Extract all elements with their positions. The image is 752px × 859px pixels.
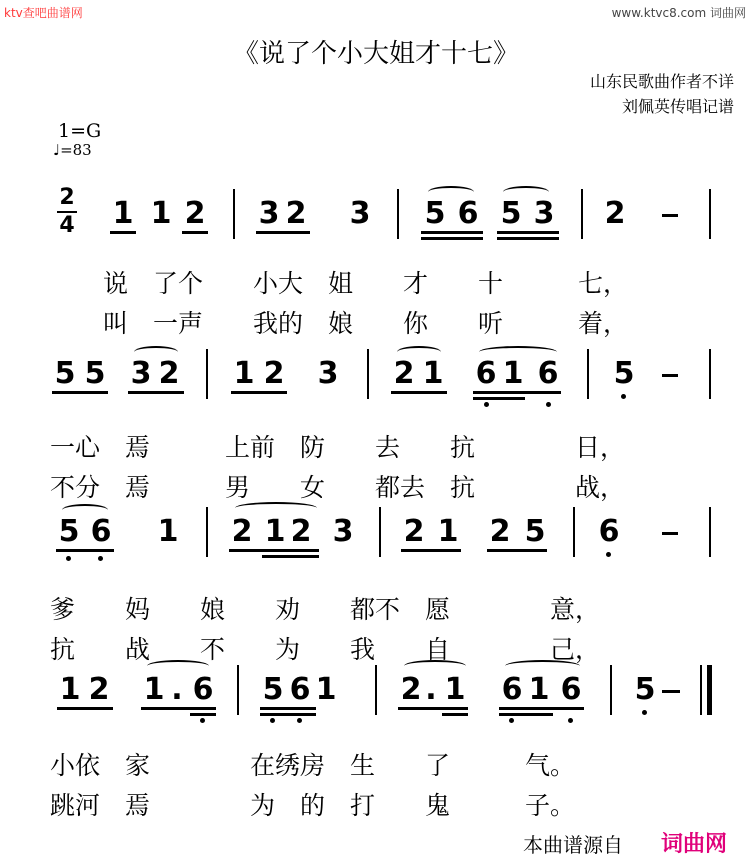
barline [367, 349, 369, 399]
note: 5 [424, 196, 446, 231]
note: 6 [537, 356, 559, 391]
lyric-verse-1: 爹 妈 娘 劝 都不 愿 意， [50, 595, 601, 624]
low-octave-dot [606, 552, 611, 557]
time-signature [57, 186, 77, 238]
note: . [425, 672, 437, 707]
barline [587, 349, 589, 399]
slur [235, 502, 317, 514]
note: 1 [59, 672, 81, 707]
sixteenth-beam [260, 713, 316, 716]
low-octave-dot [484, 402, 489, 407]
low-octave-dot [568, 718, 573, 723]
low-octave-dot [642, 710, 647, 715]
eighth-beam [128, 391, 184, 394]
slur [479, 346, 557, 358]
eighth-beam [473, 391, 561, 394]
eighth-beam [391, 391, 447, 394]
note: 6 [90, 514, 112, 549]
time-signature-top: 2 [59, 185, 75, 210]
barline [581, 189, 583, 239]
low-octave-dot [270, 718, 275, 723]
sixteenth-beam [421, 231, 483, 234]
sixteenth-beam [497, 231, 559, 234]
note: 6 [289, 672, 311, 707]
note: 1 [143, 672, 165, 707]
key-signature: 1=G [58, 120, 102, 142]
low-octave-dot [297, 718, 302, 723]
note: 1 [315, 672, 337, 707]
slur [397, 346, 441, 358]
note: 6 [598, 514, 620, 549]
hold-dash [662, 214, 678, 217]
song-title: 《说了个小大姐才十七》 [232, 39, 519, 69]
note: 6 [475, 356, 497, 391]
eighth-beam [182, 231, 208, 234]
eighth-beam [52, 391, 108, 394]
note: 2 [489, 514, 511, 549]
note: 2 [290, 514, 312, 549]
lyric-verse-2: 跳河 焉 为 的 打 鬼 子。 [50, 791, 576, 820]
lyric-verse-2: 不分 焉 男 女 都去 抗 战， [50, 473, 626, 502]
watermark-left: ktv查吧曲谱网 [4, 6, 83, 20]
slur [503, 186, 549, 198]
eighth-beam [487, 549, 547, 552]
note: 2 [263, 356, 285, 391]
lyric-verse-2: 抗 战 不 为 我 自 己， [50, 635, 601, 664]
eighth-beam [57, 707, 113, 710]
note: 3 [317, 356, 339, 391]
barline [237, 665, 239, 715]
eighth-beam [231, 391, 287, 394]
note: 2 [403, 514, 425, 549]
note: 2 [393, 356, 415, 391]
note: 2 [88, 672, 110, 707]
eighth-beam [499, 707, 584, 710]
sixteenth-beam [497, 237, 559, 240]
sixteenth-beam [190, 713, 216, 716]
barline [206, 349, 208, 399]
note: 2 [231, 514, 253, 549]
barline [709, 507, 711, 557]
sixteenth-beam [473, 397, 525, 400]
eighth-beam [401, 549, 461, 552]
barline [709, 349, 711, 399]
note: 5 [54, 356, 76, 391]
note: 1 [437, 514, 459, 549]
barline [206, 507, 208, 557]
final-barline-thick [707, 665, 712, 715]
low-octave-dot [546, 402, 551, 407]
note: 6 [192, 672, 214, 707]
note: 5 [634, 672, 656, 707]
note: 5 [500, 196, 522, 231]
note: 1 [233, 356, 255, 391]
watermark-right: www.ktvc8.com 词曲网 [611, 6, 746, 20]
eighth-beam [260, 707, 316, 710]
note: 6 [501, 672, 523, 707]
eighth-beam [398, 707, 468, 710]
note: 5 [613, 356, 635, 391]
composer-credit: 山东民歌曲作者不详 [589, 72, 734, 91]
transcriber-credit: 刘佩英传唱记谱 [621, 97, 734, 116]
note: 1 [157, 514, 179, 549]
time-signature-bottom: 4 [59, 213, 75, 238]
note: 1 [150, 196, 172, 231]
note: 6 [457, 196, 479, 231]
note: 2 [184, 196, 206, 231]
note: 2 [400, 672, 422, 707]
barline [233, 189, 235, 239]
source-label: 本曲谱源自 [523, 833, 623, 857]
slur [428, 186, 474, 198]
sixteenth-beam [262, 555, 319, 558]
eighth-beam [110, 231, 136, 234]
note: 3 [130, 356, 152, 391]
note: 3 [258, 196, 280, 231]
slur [134, 346, 178, 358]
note: 1 [444, 672, 466, 707]
barline [573, 507, 575, 557]
low-octave-dot [66, 556, 71, 561]
hold-dash [662, 690, 680, 693]
low-octave-dot [98, 556, 103, 561]
note: 5 [84, 356, 106, 391]
barline [709, 189, 711, 239]
note: 1 [422, 356, 444, 391]
note: 2 [158, 356, 180, 391]
low-octave-dot [200, 718, 205, 723]
note: 3 [533, 196, 555, 231]
hold-dash [662, 532, 678, 535]
note: 1 [264, 514, 286, 549]
eighth-beam [141, 707, 216, 710]
note: 5 [58, 514, 80, 549]
note: . [171, 672, 183, 707]
note: 5 [262, 672, 284, 707]
sixteenth-beam [442, 713, 468, 716]
eighth-beam [56, 549, 114, 552]
note: 5 [524, 514, 546, 549]
slur [404, 660, 466, 672]
barline [397, 189, 399, 239]
slur [505, 660, 580, 672]
tempo-marking: ♩=83 [53, 141, 92, 159]
hold-dash [662, 374, 678, 377]
note: 1 [502, 356, 524, 391]
lyric-verse-1: 一心 焉 上前 防 去 抗 日， [50, 433, 626, 462]
sixteenth-beam [499, 713, 553, 716]
barline [375, 665, 377, 715]
note: 3 [332, 514, 354, 549]
eighth-beam [256, 231, 310, 234]
barline [379, 507, 381, 557]
lyric-verse-2: 叫 一声 我的 娘 你 听 着， [103, 309, 629, 338]
site-logo[interactable]: 词曲网 [661, 832, 728, 857]
low-octave-dot [509, 718, 514, 723]
note: 2 [285, 196, 307, 231]
lyric-verse-1: 小依 家 在绣房 生 了 气。 [50, 751, 576, 780]
slur [62, 504, 108, 516]
eighth-beam [229, 549, 319, 552]
final-barline-thin [700, 665, 702, 715]
note: 3 [349, 196, 371, 231]
note: 6 [560, 672, 582, 707]
note: 1 [112, 196, 134, 231]
barline [610, 665, 612, 715]
lyric-verse-1: 说 了个 小大 姐 才 十 七， [103, 269, 629, 298]
note: 2 [604, 196, 626, 231]
sixteenth-beam [421, 237, 483, 240]
low-octave-dot [621, 394, 626, 399]
note: 1 [528, 672, 550, 707]
slur [147, 660, 209, 672]
